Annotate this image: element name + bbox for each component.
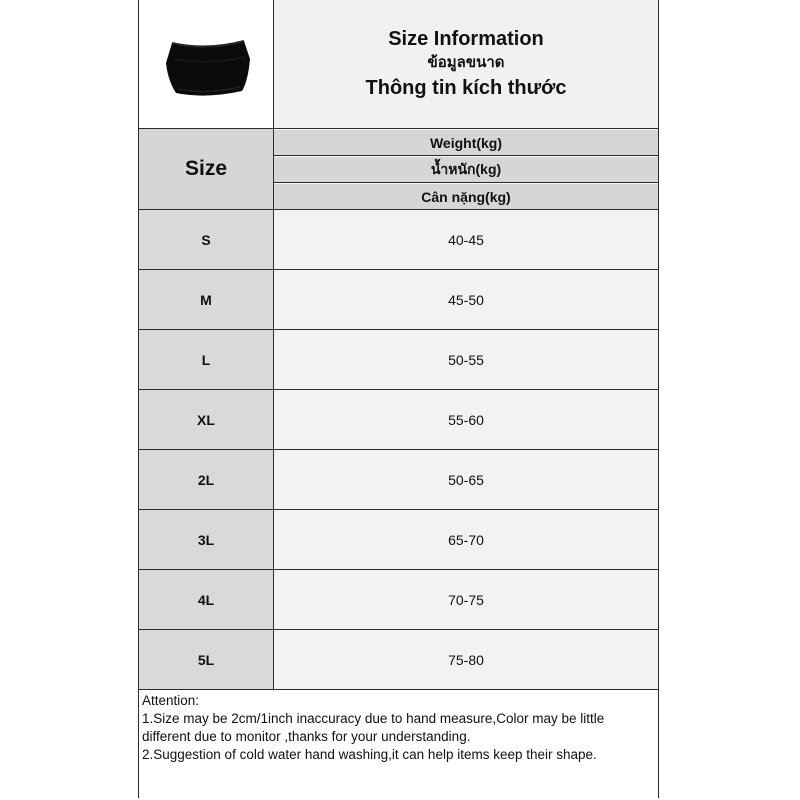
note-line: 2.Suggestion of cold water hand washing,it can help items keep their shape. — [142, 747, 597, 762]
attention-note — [139, 690, 658, 798]
weight-header-english: Weight(kg) — [274, 129, 658, 156]
size-cell: 5L — [139, 630, 274, 690]
size-column-header: Size — [139, 129, 274, 210]
weight-cell: 50-65 — [274, 450, 658, 510]
weight-cell: 70-75 — [274, 570, 658, 630]
size-cell: 2L — [139, 450, 274, 510]
title-block — [274, 0, 658, 129]
product-image-cell — [139, 0, 274, 129]
size-cell: M — [139, 270, 274, 330]
title-english: Size Information — [388, 28, 544, 50]
size-cell: L — [139, 330, 274, 390]
weight-cell: 50-55 — [274, 330, 658, 390]
weight-cell: 75-80 — [274, 630, 658, 690]
title-vietnamese: Thông tin kích thước — [365, 77, 567, 99]
weight-cell: 40-45 — [274, 210, 658, 270]
title-thai: ข้อมูลขนาด — [427, 54, 505, 71]
note-line: different due to monitor ,thanks for your understanding. — [142, 729, 471, 744]
size-chart — [138, 0, 659, 798]
note-heading: Attention: — [142, 693, 200, 708]
weight-header-vietnamese: Cân nặng(kg) — [274, 183, 658, 210]
black-strapless-bandeau-icon — [158, 29, 254, 99]
note-line: 1.Size may be 2cm/1inch inaccuracy due to hand measure,Color may be little — [142, 711, 605, 726]
weight-cell: 55-60 — [274, 390, 658, 450]
size-cell: 4L — [139, 570, 274, 630]
size-cell: S — [139, 210, 274, 270]
size-cell: XL — [139, 390, 274, 450]
weight-cell: 65-70 — [274, 510, 658, 570]
weight-cell: 45-50 — [274, 270, 658, 330]
size-cell: 3L — [139, 510, 274, 570]
weight-header-thai: น้ำหนัก(kg) — [274, 156, 658, 183]
